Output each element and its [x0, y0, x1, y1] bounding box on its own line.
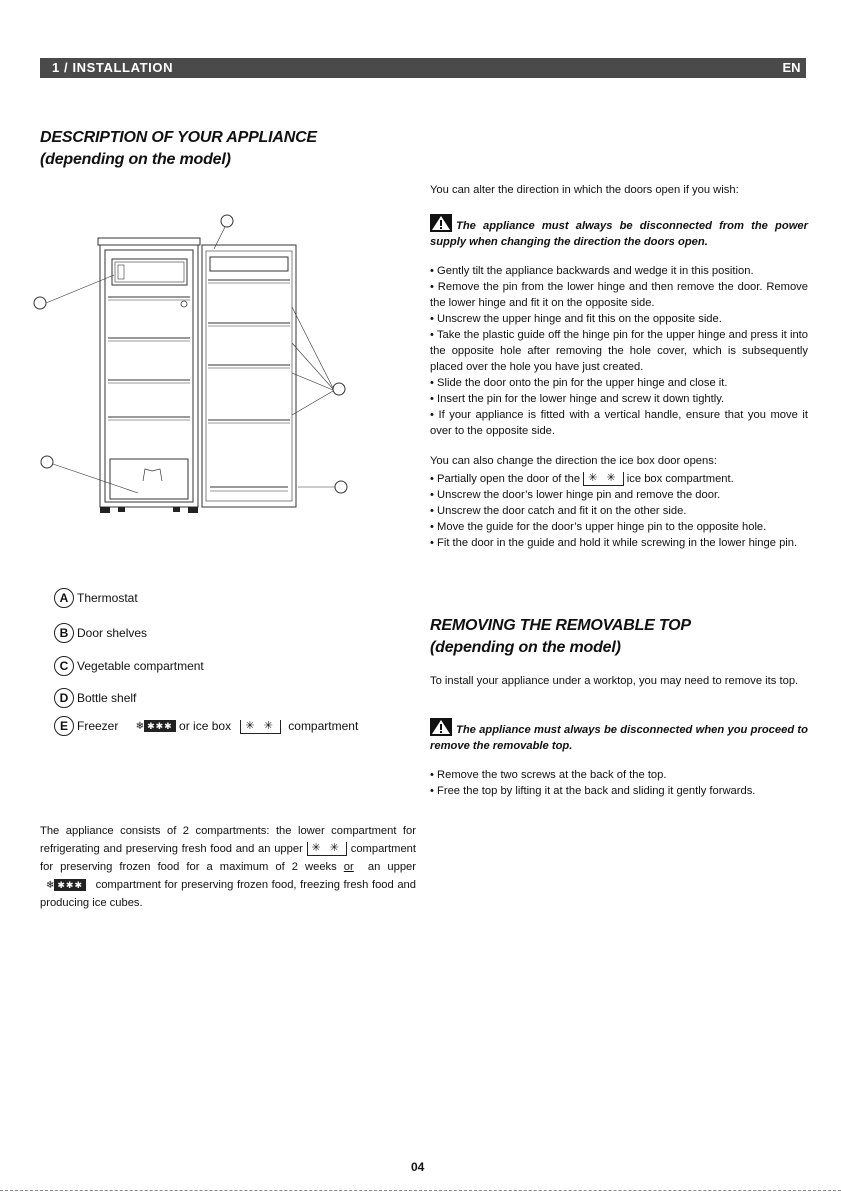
section-title: 1 / INSTALLATION: [52, 60, 174, 75]
warning-icon: [430, 214, 452, 232]
freezer-star-icon: ❄ ✱✱✱: [46, 879, 86, 892]
legend-item-b: [54, 623, 147, 643]
legend-label: Vegetable compartment: [77, 659, 204, 673]
doors-steps-list: [430, 263, 808, 439]
removing-top-intro: To install your appliance under a worktop, you may need to remove its top.: [430, 675, 799, 687]
legend-letter: C: [54, 656, 74, 676]
list-item: • Unscrew the upper hinge and fit this on the opposite side.: [430, 313, 722, 325]
appliance-diagram: [28, 205, 368, 525]
list-item: • Slide the door onto the pin for the upper hinge and close it.: [430, 377, 728, 389]
legend-label: or ice box: [179, 719, 232, 733]
list-item: • Remove the pin from the lower hinge and then remove the door. Remove the lower hinge and fit it on the opposite side.: [430, 281, 808, 309]
legend-label: Thermostat: [77, 591, 138, 605]
page-number: 04: [411, 1160, 425, 1174]
removing-top-subtitle: (depending on the model): [430, 639, 621, 656]
doors-warning: The appliance must always be disconnected from the power supply when changing the direction the doors open.: [430, 214, 808, 250]
icebox-intro: You can also change the direction the ice box door opens:: [430, 455, 717, 467]
doors-intro: You can alter the direction in which the doors open if you wish:: [430, 184, 739, 196]
removing-top-steps-list: [430, 767, 808, 799]
description-title: DESCRIPTION OF YOUR APPLIANCE: [40, 129, 317, 146]
list-item: • Fit the door in the guide and hold it while screwing in the lower hinge pin.: [430, 537, 798, 549]
legend-label: compartment: [288, 719, 359, 733]
list-item: • Free the top by lifting it at the back and sliding it gently forwards.: [430, 785, 756, 797]
list-item: • Unscrew the door’s lower hinge pin and remove the door.: [430, 489, 721, 501]
list-item: • Partially open the door of the ✳ ✳ ice box compartment.: [430, 472, 734, 485]
list-item: • Gently tilt the appliance backwards and wedge it in this position.: [430, 265, 754, 277]
legend-letter: A: [54, 588, 74, 608]
list-item: • Remove the two screws at the back of the top.: [430, 769, 667, 781]
freezer-star-icon: ❄ ✱✱✱: [136, 720, 176, 733]
legend-label: Door shelves: [77, 626, 148, 640]
warning-icon: [430, 718, 452, 736]
ice-box-star-icon: ✳ ✳: [307, 842, 348, 856]
ice-box-star-icon: ✳ ✳: [240, 720, 281, 734]
legend-label: Bottle shelf: [77, 691, 137, 705]
list-item: • If your appliance is fitted with a vertical handle, ensure that you move it over to the opposite side.: [430, 409, 808, 437]
legend-letter: E: [54, 716, 74, 736]
ice-box-star-icon: ✳ ✳: [583, 472, 624, 486]
legend-item-c: [54, 656, 204, 676]
legend-letter: B: [54, 623, 74, 643]
legend-item-d: [54, 688, 136, 708]
legend-item-a: [54, 588, 138, 608]
appliance-description-paragraph: The appliance consists of 2 compartments: the lower compartment for refrigerating and preserving fresh food and an upper ✳ ✳ compartment for preserving frozen food for a maximum of 2 weeks or an upper ❄ ✱✱✱ compartment for preserving frozen food, freezing fresh food and producing ice cubes.: [40, 825, 417, 909]
list-item: • Insert the pin for the lower hinge and screw it down tightly.: [430, 393, 725, 405]
description-subtitle: (depending on the model): [40, 151, 231, 168]
list-item: • Move the guide for the door’s upper hinge pin to the opposite hole.: [430, 521, 767, 533]
list-item: • Unscrew the door catch and fit it on the other side.: [430, 505, 687, 517]
section-header-bar: [40, 58, 778, 78]
legend-letter: D: [54, 688, 74, 708]
removing-top-warning: The appliance must always be disconnected when you proceed to remove the removable top.: [430, 718, 808, 754]
page-bottom-divider: [0, 1190, 841, 1191]
removing-top-title: REMOVING THE REMOVABLE TOP: [430, 617, 691, 634]
legend-label: Freezer: [77, 719, 119, 733]
legend-item-e: [54, 716, 358, 736]
language-badge: EN: [777, 58, 806, 78]
icebox-steps-list: [430, 471, 808, 551]
list-item: • Take the plastic guide off the hinge pin for the upper hinge and press it into the opposite hole after removing the hole cover, which is subsequently placed over the hole you have just created.: [430, 329, 808, 373]
